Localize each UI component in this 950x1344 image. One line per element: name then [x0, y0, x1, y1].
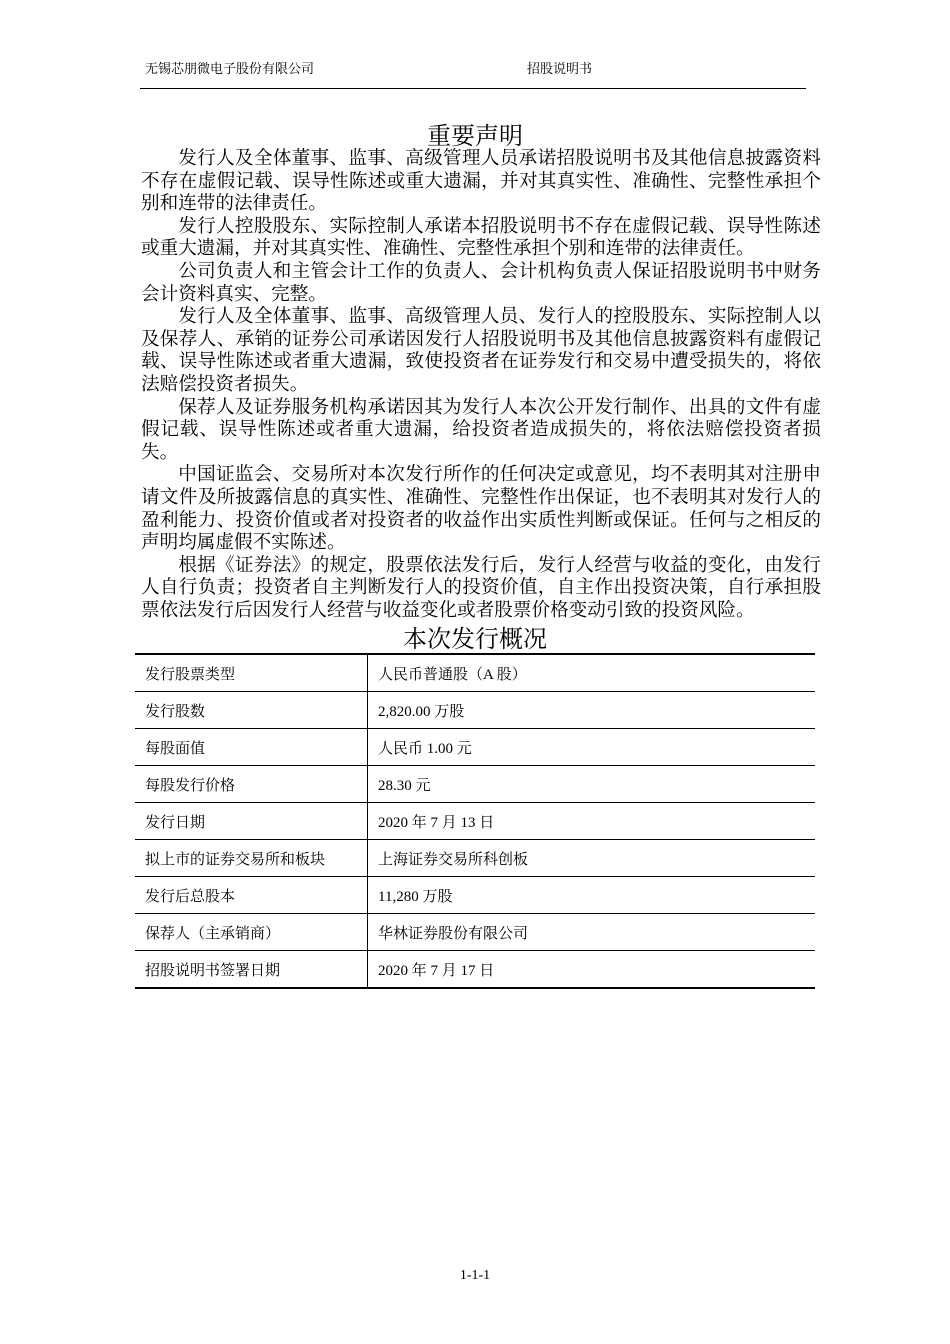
row-label: 拟上市的证券交易所和板块 — [135, 840, 368, 877]
table-row — [135, 729, 815, 766]
paragraph: 发行人控股股东、实际控制人承诺本招股说明书不存在虚假记载、误导性陈述或重大遗漏，并对其真实性、准确性、完整性承担个别和连带的法律责任。 — [141, 215, 821, 260]
row-value: 2020 年 7 月 13 日 — [368, 803, 816, 840]
row-label: 保荐人（主承销商） — [135, 914, 368, 951]
row-value: 2020 年 7 月 17 日 — [368, 951, 816, 989]
declaration-body — [141, 148, 821, 622]
row-label: 发行后总股本 — [135, 877, 368, 914]
row-label: 每股面值 — [135, 729, 368, 766]
row-label: 招股说明书签署日期 — [135, 951, 368, 989]
header-company: 无锡芯朋微电子股份有限公司 — [145, 61, 315, 76]
declaration-title: 重要声明 — [427, 122, 523, 150]
paragraph: 发行人及全体董事、监事、高级管理人员、发行人的控股股东、实际控制人以及保荐人、承销的证券公司承诺因发行人招股说明书及其他信息披露资料有虚假记载、误导性陈述或者重大遗漏，致使投资者在证券发行和交易中遭受损失的，将依法赔偿投资者损失。 — [141, 306, 821, 395]
row-label: 发行股票类型 — [135, 654, 368, 692]
table-row — [135, 951, 815, 989]
table-row — [135, 914, 815, 951]
table-row — [135, 766, 815, 803]
overview-table — [135, 653, 815, 989]
row-value: 28.30 元 — [368, 766, 816, 803]
header-doc-type: 招股说明书 — [527, 61, 593, 76]
table-row — [135, 692, 815, 729]
row-value: 上海证券交易所科创板 — [368, 840, 816, 877]
page-number: 1-1-1 — [459, 1268, 491, 1283]
paragraph: 根据《证券法》的规定，股票依法发行后，发行人经营与收益的变化，由发行人自行负责；投资者自主判断发行人的投资价值，自主作出投资决策，自行承担股票依法发行后因发行人经营与收益变化或者股票价格变动引致的投资风险。 — [141, 554, 821, 621]
row-value: 11,280 万股 — [368, 877, 816, 914]
row-value: 人民币 1.00 元 — [368, 729, 816, 766]
paragraph: 发行人及全体董事、监事、高级管理人员承诺招股说明书及其他信息披露资料不存在虚假记载、误导性陈述或重大遗漏，并对其真实性、准确性、完整性承担个别和连带的法律责任。 — [141, 148, 821, 215]
header-divider — [140, 88, 806, 89]
paragraph: 中国证监会、交易所对本次发行所作的任何决定或意见，均不表明其对注册申请文件及所披露信息的真实性、准确性、完整性作出保证，也不表明其对发行人的盈利能力、投资价值或者对投资者的收益作出实质性判断或保证。任何与之相反的声明均属虚假不实陈述。 — [141, 464, 821, 554]
overview-title: 本次发行概况 — [403, 625, 547, 653]
table-row — [135, 803, 815, 840]
paragraph: 保荐人及证券服务机构承诺因其为发行人本次公开发行制作、出具的文件有虚假记载、误导性陈述或者重大遗漏，给投资者造成损失的，将依法赔偿投资者损失。 — [141, 396, 821, 463]
row-value: 华林证券股份有限公司 — [368, 914, 816, 951]
table-row — [135, 654, 815, 692]
table-row — [135, 877, 815, 914]
row-value: 人民币普通股（A 股） — [368, 654, 816, 692]
row-label: 每股发行价格 — [135, 766, 368, 803]
row-value: 2,820.00 万股 — [368, 692, 816, 729]
table-row — [135, 840, 815, 877]
row-label: 发行日期 — [135, 803, 368, 840]
paragraph: 公司负责人和主管会计工作的负责人、会计机构负责人保证招股说明书中财务会计资料真实、完整。 — [141, 260, 821, 305]
row-label: 发行股数 — [135, 692, 368, 729]
